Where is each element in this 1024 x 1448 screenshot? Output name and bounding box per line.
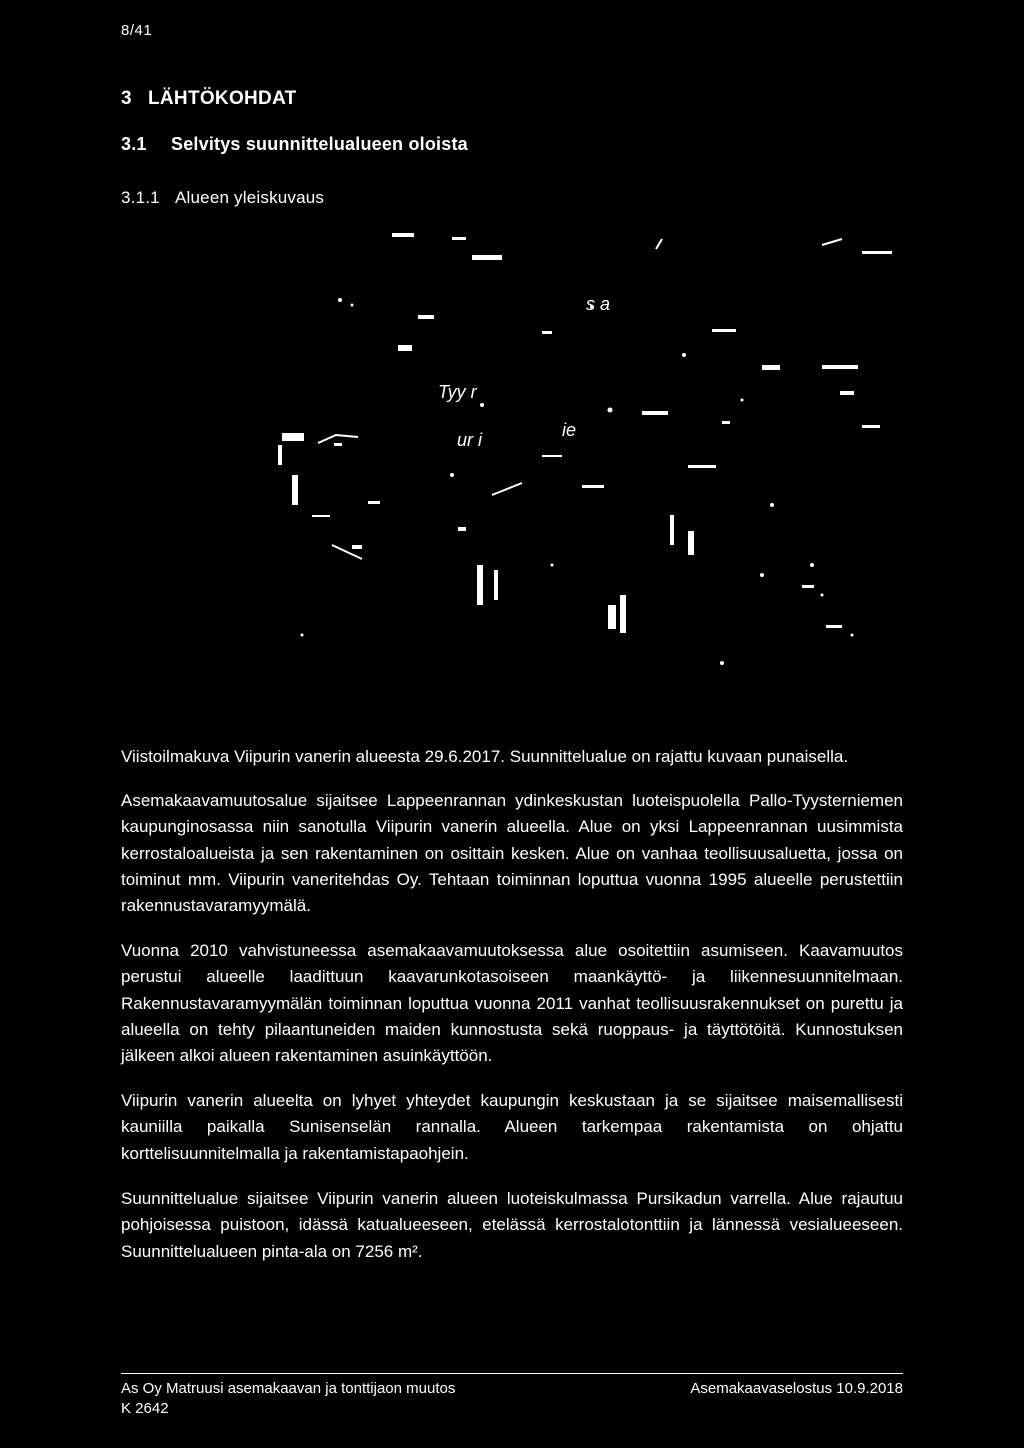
paragraph: Viipurin vanerin alueelta on lyhyet yhteydet kaupungin keskustaan ja se sijaitsee maisemallisesti kauniilla paikalla Sunisenselän rannalla. Alueen tarkempaa rakentamista on ohjattu korttelisuunnitelmalla ja rakentamistapaohjein.: [121, 1091, 903, 1163]
paragraph: Vuonna 2010 vahvistuneessa asemakaavamuutoksessa alue osoitettiin asumiseen. Kaavamuutos perustui alueelle laadittuun kaavarunkotasoiseen maankäyttö- ja liikennesuunnitelmaan. Rakennustavaramyymälän toiminnan loputtua vuonna 2011 vanhat teollisuusrakennukset on purettu ja alueella on tehty pilaantuneiden maiden kunnostusta sekä ruoppaus- ja täyttötöitä. Kunnostuksen jälkeen alkoi alueen rakentaminen asuinkäyttöön.: [121, 941, 903, 1066]
paragraph: Asemakaavamuutosalue sijaitsee Lappeenrannan ydinkeskustan luoteispuolella Pallo-Tyysterniemen kaupunginosassa niin sanotulla Viipurin vanerin alueella. Alue on yksi Lappeenrannan uusimmista kerrostaloalueista ja sen rakentaminen on osittain kesken. Alue on vanhaa teollisuusaluetta, jossa on toiminut mm. Viipurin vaneritehdas Oy. Tehtaan toiminnan loputtua vuonna 1995 alueelle perustettiin rakennustavaramyymälä.: [121, 791, 903, 916]
page-number: 8/41: [121, 22, 153, 39]
footer-document-code: K 2642: [121, 1400, 169, 1417]
photo-caption: Viistoilmakuva Viipurin vanerin alueesta 29.6.2017. Suunnittelualue on rajattu kuvaan punaisella.: [121, 747, 849, 766]
subsubsection-heading: [121, 188, 324, 208]
footer-right: [690, 1379, 903, 1399]
aerial-photo: [122, 215, 902, 715]
subsubsection-title: Alueen yleiskuvaus: [175, 188, 325, 207]
photo-label: ie: [562, 420, 577, 440]
section-heading: [121, 88, 297, 110]
section-number: 3: [121, 88, 132, 109]
footer-document-title: As Oy Matruusi asemakaavan ja tonttijaon muutos: [121, 1380, 456, 1397]
footer-divider: [121, 1373, 903, 1374]
photo-label: Tyy r: [438, 382, 477, 402]
subsection-title: Selvitys suunnittelualueen oloista: [171, 134, 468, 154]
photo-label: s a: [586, 294, 611, 314]
subsection-heading: [121, 134, 468, 155]
subsubsection-number: 3.1.1: [121, 188, 160, 207]
section-title: LÄHTÖKOHDAT: [148, 88, 297, 109]
footer-left: [121, 1379, 455, 1419]
footer-document-date: Asemakaavaselostus 10.9.2018: [690, 1380, 903, 1397]
photo-label: ur i: [457, 430, 483, 450]
paragraph: Suunnittelualue sijaitsee Viipurin vanerin alueen luoteiskulmassa Pursikadun varrella. Alue rajautuu pohjoisessa puistoon, idässä katualueeseen, etelässä kerrostalotonttiin ja lännessä vesialueeseen. Suunnittelualueen pinta-ala on 7256 m².: [121, 1189, 903, 1261]
subsection-number: 3.1: [121, 134, 147, 154]
